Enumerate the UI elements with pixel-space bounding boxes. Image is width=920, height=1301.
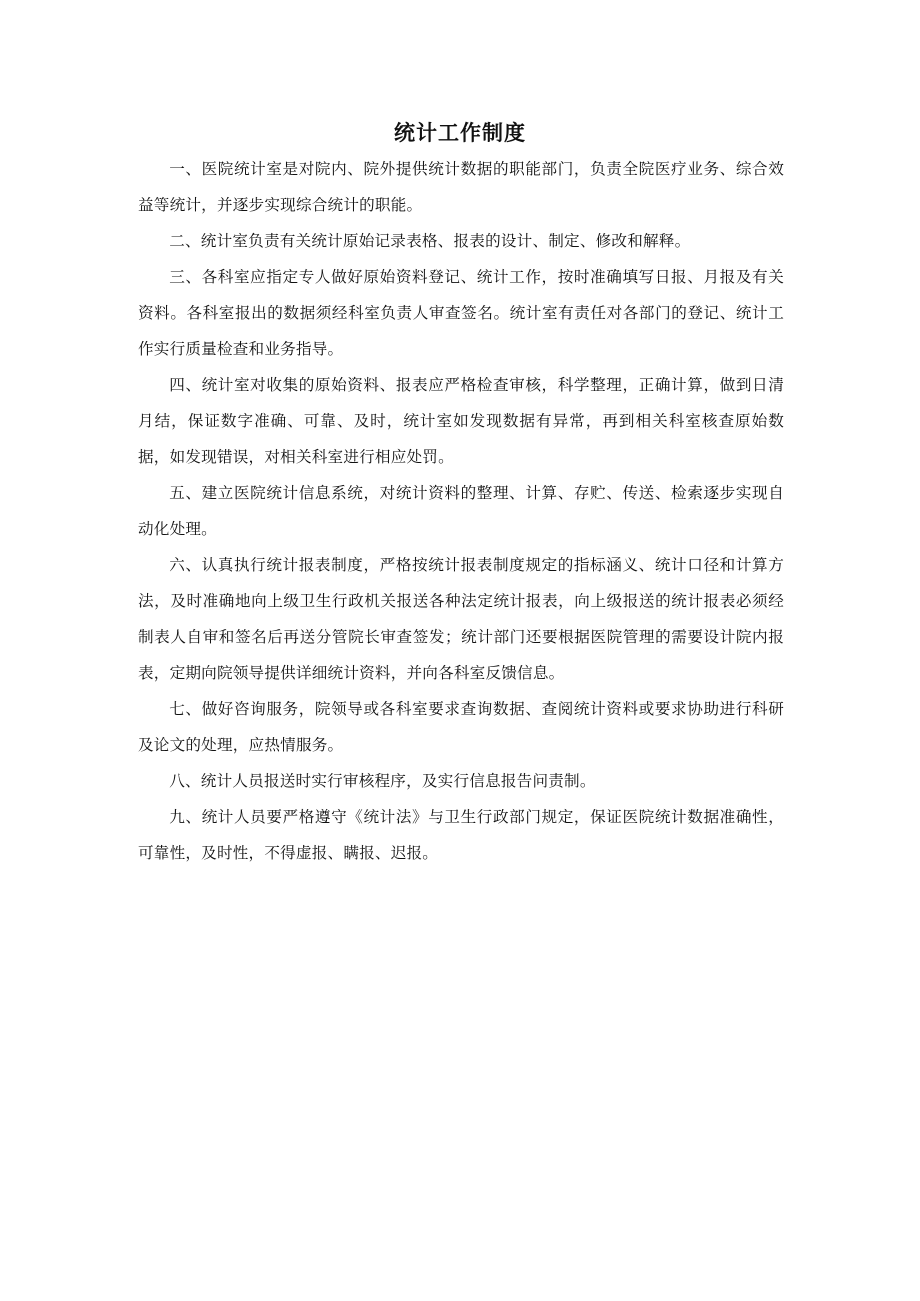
- paragraph-7: 七、做好咨询服务，院领导或各科室要求查询数据、查阅统计资料或要求协助进行科研及论文的处理，应热情服务。: [138, 700, 784, 754]
- paragraph-6: 六、认真执行统计报表制度，严格按统计报表制度规定的指标涵义、统计口径和计算方法，及时准确地向上级卫生行政机关报送各种法定统计报表，向上级报送的统计报表必须经制表人自审和签名后再送分管院长审查签发；统计部门还要根据医院管理的需要设计院内报表，定期向院领导提供详细统计资料，并向各科室反馈信息。: [138, 556, 784, 682]
- paragraph-5: 五、建立医院统计信息系统，对统计资料的整理、计算、存贮、传送、检索逐步实现自动化处理。: [138, 484, 784, 538]
- paragraph-2: 二、统计室负责有关统计原始记录表格、报表的设计、制定、修改和解释。: [169, 232, 691, 250]
- paragraph-4: 四、统计室对收集的原始资料、报表应严格检查审核，科学整理，正确计算，做到日清月结，保证数字准确、可靠、及时，统计室如发现数据有异常，再到相关科室核查原始数据，如发现错误，对相关科室进行相应处罚。: [138, 376, 784, 466]
- paragraph-1: 一、医院统计室是对院内、院外提供统计数据的职能部门，负责全院医疗业务、综合效益等统计，并逐步实现综合统计的职能。: [138, 160, 784, 214]
- document-title: 统计工作制度: [394, 121, 526, 145]
- paragraph-9: 九、统计人员要严格遵守《统计法》与卫生行政部门规定，保证医院统计数据准确性，可靠性，及时性，不得虚报、瞒报、迟报。: [138, 808, 784, 862]
- paragraph-8: 八、统计人员报送时实行审核程序，及实行信息报告问责制。: [169, 772, 596, 790]
- document-body: [138, 151, 784, 871]
- paragraph-3: 三、各科室应指定专人做好原始资料登记、统计工作，按时准确填写日报、月报及有关资料。各科室报出的数据须经科室负责人审查签名。统计室有责任对各部门的登记、统计工作实行质量检查和业务指导。: [138, 268, 784, 358]
